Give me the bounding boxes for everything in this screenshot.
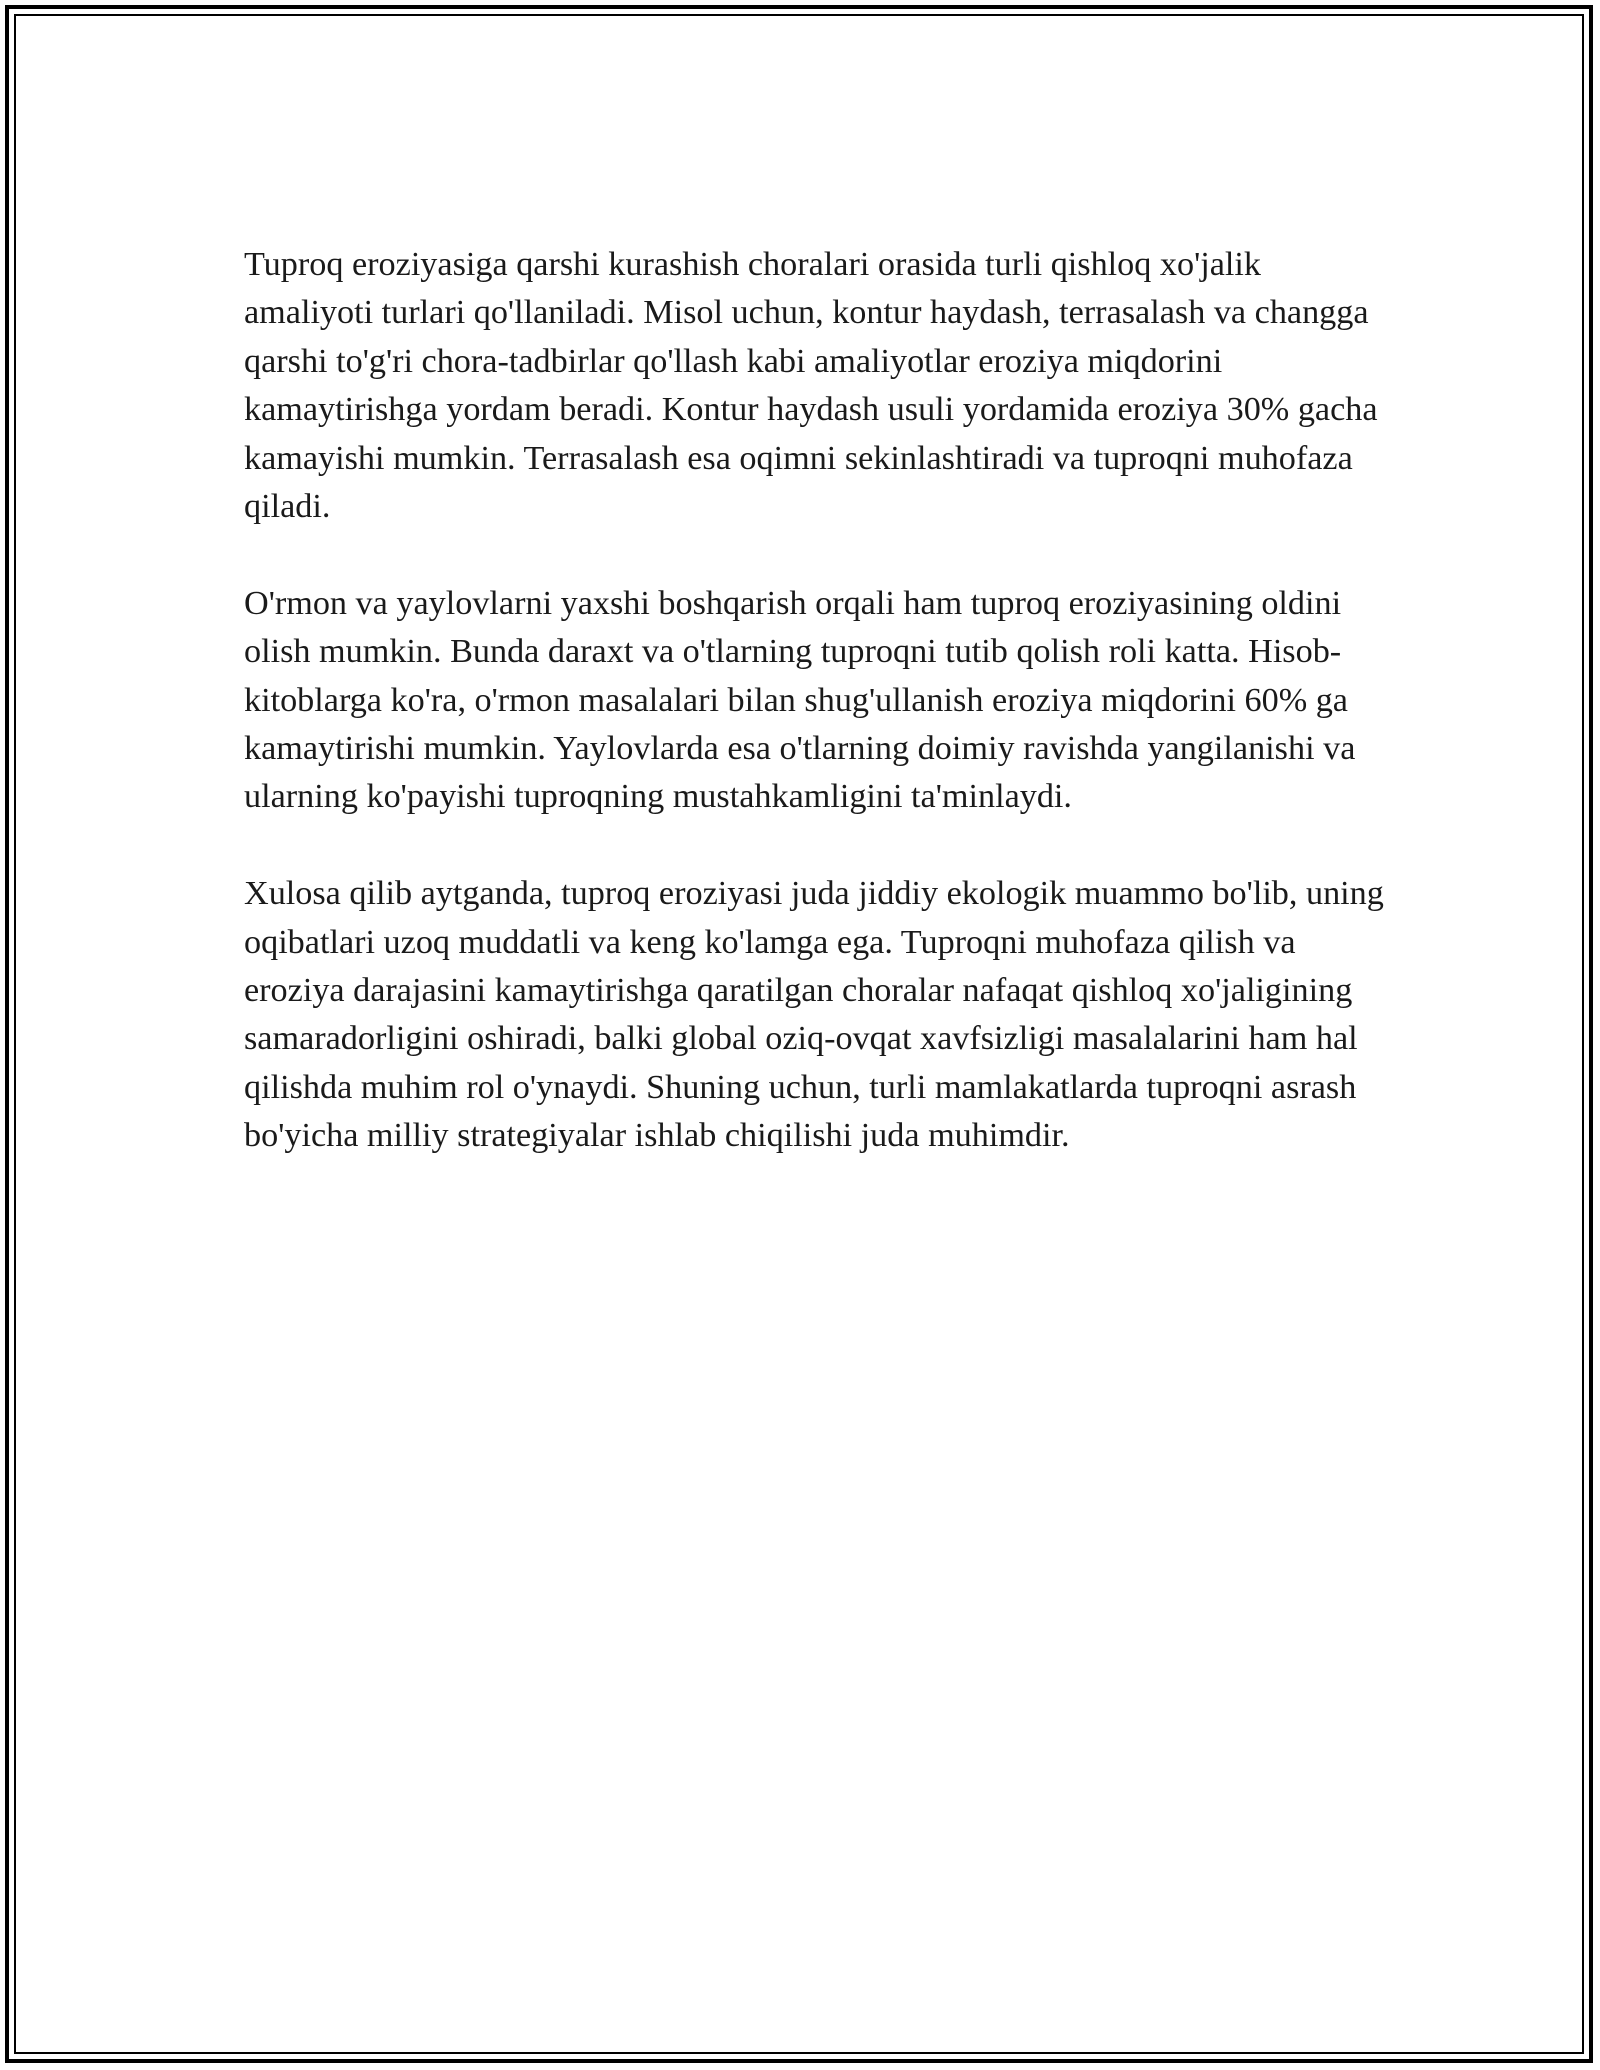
- page-frame: [5, 5, 1593, 2063]
- paragraph-3: Xulosa qilib aytganda, tuproq eroziyasi juda jiddiy ekologik muammo bo'lib, uning oqibatlari uzoq muddatli va keng ko'lamga ega. Tuproqni muhofaza qilish va eroziya darajasini kamaytirishga qaratilgan choralar nafaqat qishloq xo'jaligining samaradorligini oshiradi, balki global oziq-ovqat xavfsizligi masalalarini ham hal qilishda muhim rol o'ynaydi. Shuning uchun, turli mamlakatlarda tuproqni asrash bo'yicha milliy strategiyalar ishlab chiqilishi juda muhimdir.: [244, 875, 1384, 1155]
- paragraph-2: O'rmon va yaylovlarni yaxshi boshqarish orqali ham tuproq eroziyasining oldini olish mumkin. Bunda daraxt va o'tlarning tuproqni tutib qolish roli katta. Hisob-kitoblarga ko'ra, o'rmon masalalari bilan shug'ullanish eroziya miqdorini 60% ga kamaytirishi mumkin. Yaylovlarda esa o'tlarning doimiy ravishda yangilanishi va ularning ko'payishi tuproqning mustahkamligini ta'minlaydi.: [244, 584, 1356, 816]
- paragraph-1: Tuproq eroziyasiga qarshi kurashish choralari orasida turli qishloq xo'jalik amaliyoti turlari qo'llaniladi. Misol uchun, kontur haydash, terrasalash va changga qarshi to'g'ri chora-tadbirlar qo'llash kabi amaliyotlar eroziya miqdorini kamaytirishga yordam beradi. Kontur haydash usuli yordamida eroziya 30% gacha kamayishi mumkin. Terrasalash esa oqimni sekinlashtiradi va tuproqni muhofaza qiladi.: [244, 246, 1378, 526]
- document-body: [244, 241, 1394, 1209]
